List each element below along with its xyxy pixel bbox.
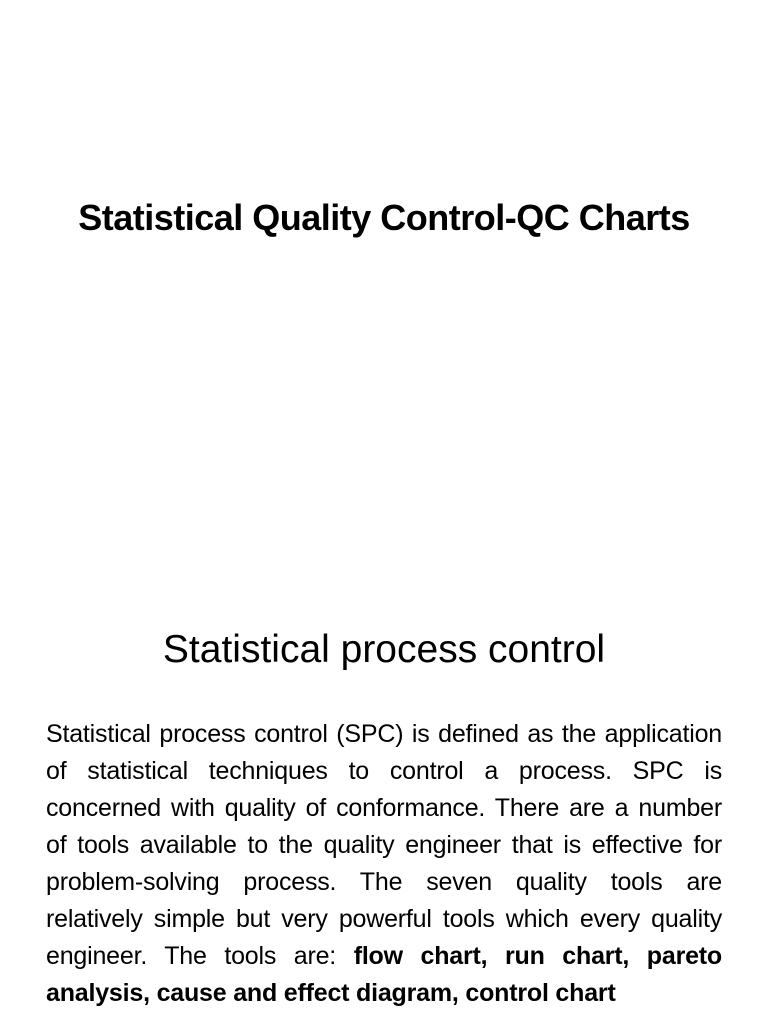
content-slide	[0, 600, 768, 1024]
body-paragraph	[46, 716, 722, 1012]
paragraph-text: Statistical process control (SPC) is defined as the application of statistical techniques to control a process. SPC is concerned with quality of conformance. There are a number of tools available to the quality engineer that is effective for problem-solving process. The seven quality tools are relatively simple but very powerful tools which every quality engineer. The tools are:	[46, 720, 722, 970]
slide-heading: Statistical process control	[162, 628, 606, 671]
slide-title: Statistical Quality Control-QC Charts	[78, 197, 690, 238]
tools-list: flow chart, run chart, pareto analysis, cause and effect diagram, control chart	[46, 942, 722, 1007]
